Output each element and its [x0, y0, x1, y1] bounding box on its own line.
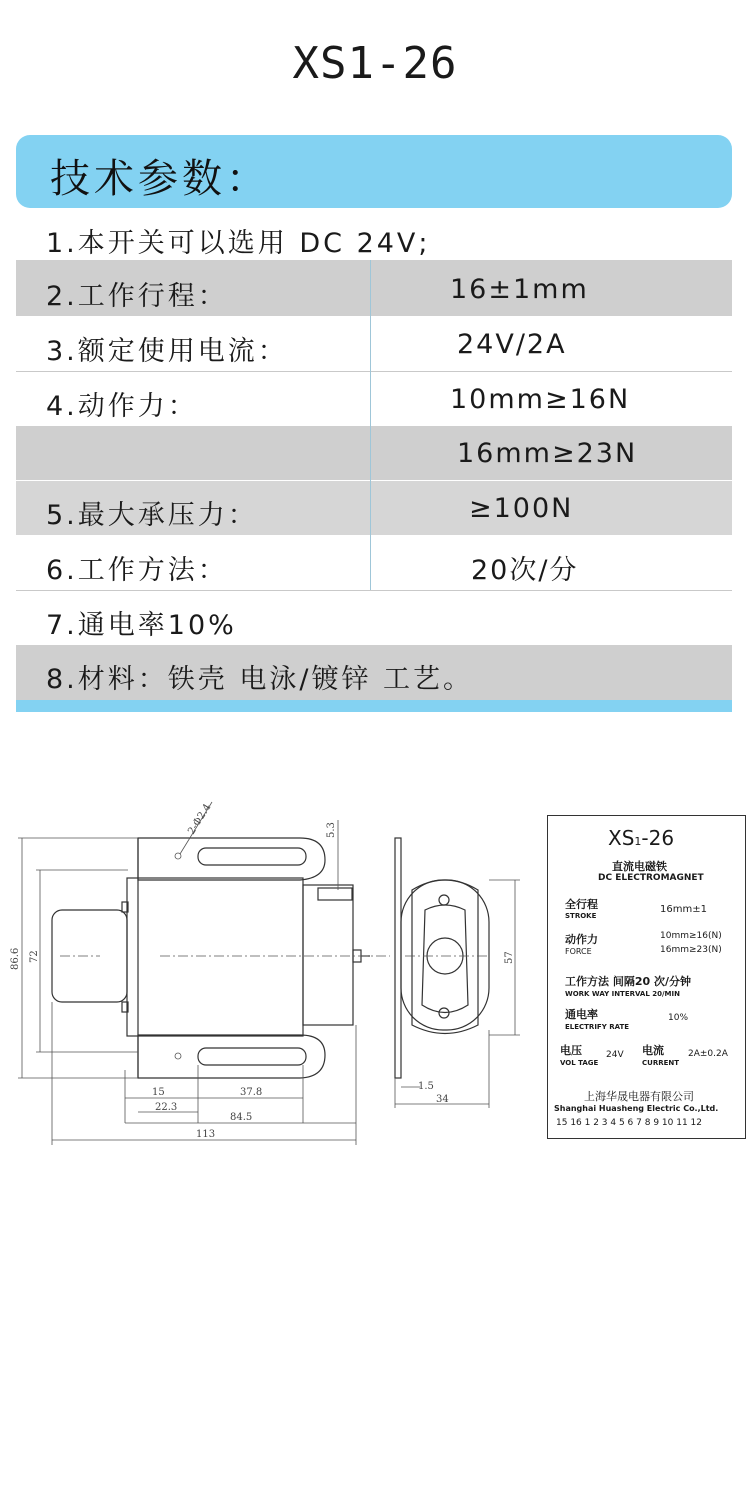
rate-en: ELECTRIFY RATE: [565, 1023, 630, 1031]
dim-label: 2-Φ2.4: [186, 802, 214, 837]
end-cap: [303, 885, 353, 1025]
maker-cn: 上海华晟电器有限公司: [584, 1090, 694, 1103]
slot-bottom: [198, 1048, 306, 1065]
stroke-value: 16mm±1: [660, 904, 707, 915]
rate-value: 10%: [668, 1013, 689, 1023]
work-en: WORK WAY INTERVAL 20/MIN: [565, 990, 680, 998]
spec-key: 6.工作方法：: [46, 555, 228, 586]
note-7-text: 7.通电率10%: [46, 610, 237, 641]
dim-label: 1.5: [418, 1081, 434, 1092]
bracket-outline: [138, 1035, 325, 1078]
spec-note-1: [16, 213, 732, 259]
spec-value: 20次/分: [471, 555, 579, 586]
current-value: 2A±0.2A: [688, 1049, 728, 1059]
spec-row: [16, 536, 732, 589]
bracket-outline: [138, 838, 325, 880]
spec-value: 16mm≥23N: [457, 438, 638, 469]
voltage-cn: 电压: [560, 1044, 582, 1057]
dim-label: 37.8: [240, 1087, 263, 1098]
spec-note-7: [16, 591, 732, 644]
stroke-en: STROKE: [565, 912, 597, 920]
spec-key: 3.额定使用电流：: [46, 336, 288, 367]
side-plate: [395, 838, 401, 1078]
work-cn: 工作方法 间隔20 次/分钟: [565, 975, 691, 988]
technical-drawing: [0, 780, 540, 1160]
spec-key: 2.工作行程：: [46, 281, 228, 312]
spec-note-8: [16, 645, 732, 700]
coil-body: [127, 878, 303, 1036]
maker-en: Shanghai Huasheng Electric Co.,Ltd.: [554, 1104, 719, 1113]
section-title: 技术参数：: [50, 156, 270, 202]
spec-row: [16, 372, 732, 425]
nameplate-type-en: DC ELECTROMAGNET: [598, 873, 704, 883]
force-value-2: 16mm≥23(N): [660, 945, 722, 955]
date-scale: 15 16 1 2 3 4 5 6 7 8 9 10 11 12: [556, 1118, 702, 1128]
dim-label: 5.3: [326, 822, 337, 838]
nameplate-model: XS1-26: [608, 826, 675, 850]
spec-value: 24V/2A: [457, 329, 567, 360]
force-cn: 动作力: [565, 933, 598, 946]
spec-row: [16, 481, 732, 535]
force-en: FORCE: [565, 947, 592, 956]
nameplate: [547, 815, 746, 1139]
spec-value: ≥100N: [469, 493, 574, 524]
dim-label: 57: [504, 951, 515, 964]
bottom-accent-bar: [16, 700, 732, 712]
spec-row: [16, 426, 732, 480]
section-banner: [16, 135, 732, 208]
page-title: XS1-26: [292, 38, 458, 89]
force-value-1: 10mm≥16(N): [660, 931, 722, 941]
spec-key: 5.最大承压力：: [46, 500, 258, 531]
note-8-text: 8.材料：铁壳 电泳/镀锌 工艺。: [46, 664, 474, 695]
voltage-value: 24V: [606, 1050, 624, 1060]
slot-top: [198, 848, 306, 865]
spec-value: 10mm≥16N: [450, 384, 631, 415]
dim-label: 84.5: [230, 1112, 253, 1123]
current-en: CURRENT: [642, 1059, 680, 1067]
dim-label: 15: [152, 1087, 165, 1098]
dim-label: 22.3: [155, 1102, 178, 1113]
spec-row: [16, 260, 732, 316]
dim-label: 72: [29, 950, 40, 963]
spec-value: 16±1mm: [450, 274, 589, 305]
current-cn: 电流: [642, 1044, 664, 1057]
spec-row: [16, 317, 732, 371]
table-divider: [370, 260, 371, 590]
stroke-cn: 全行程: [565, 898, 598, 911]
dim-label: 113: [196, 1129, 216, 1140]
nameplate-type-cn: 直流电磁铁: [612, 860, 667, 873]
dim-label: 86.6: [10, 947, 21, 970]
dim-label: 34: [436, 1094, 449, 1105]
spec-key: 4.动作力：: [46, 391, 198, 422]
rate-cn: 通电率: [565, 1008, 598, 1021]
voltage-en: VOL TAGE: [560, 1059, 599, 1067]
note-1-text: 1.本开关可以选用 DC 24V;: [46, 228, 431, 259]
